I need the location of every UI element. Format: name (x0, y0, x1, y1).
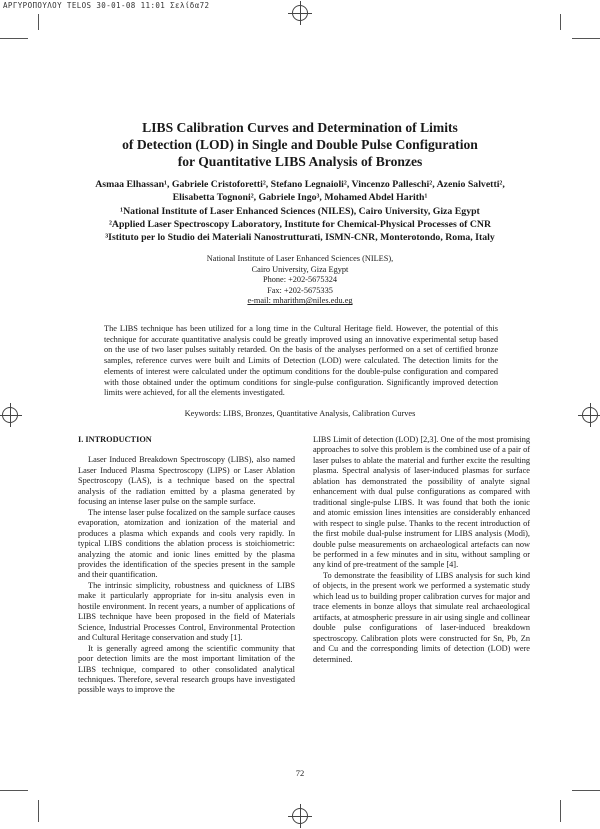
crop-mark (572, 790, 600, 791)
paper-title (60, 119, 540, 170)
title-line: of Detection (LOD) in Single and Double Pulse Configuration (122, 137, 478, 152)
section-heading: I. INTRODUCTION (78, 435, 152, 444)
crop-mark (0, 790, 28, 791)
author-line: Asmaa Elhassan¹, Gabriele Cristoforetti², Stefano Legnaioli², Vincenzo Palleschi², Azenio Salvetti², (95, 179, 505, 190)
body-paragraph: Laser Induced Breakdown Spectroscopy (LIBS), also named Laser Induced Plasma Spectroscopy (LIPS) or Laser Ablation Spectroscopy (LAS), is a technique based on the spectral analysis of the radiation emitted by a plasma generated by focusing an intense laser pulse on the sample surface. (78, 455, 295, 507)
contact-address: Cairo University, Giza Egypt (251, 264, 349, 274)
body-paragraph: It is generally agreed among the scientific community that poor detection limits are the most important limitation of the LIBS technique, compared to other consolidated analytical techniques. Therefore, several research groups have investigated possible ways to improve the (78, 643, 295, 695)
affiliation-line: ³Istituto per lo Studio dei Materiali Nanostrutturati, ISMN-CNR, Monterotondo, Roma, Italy (105, 232, 495, 244)
title-line: for Quantitative LIBS Analysis of Bronzes (177, 154, 423, 169)
crop-mark (572, 38, 600, 39)
crop-mark (560, 14, 561, 30)
crop-mark (38, 14, 39, 30)
page-number: 72 (295, 768, 305, 778)
body-paragraph: LIBS Limit of detection (LOD) [2,3]. One of the most promising approaches to solve this problem is the combined use of a pair of laser pulses to ablate the material and further excite the resulting plasma. Spectral analysis of laser-induced plasmas for surface ablation has demonstrated the possibility of analyte signal enhancement with dual pulse configurations as compared with traditional single-pulse LIBS. It was found that both the ionic and atomic emission lines intensities are considerably enhanced with respect to single pulse. Thanks to the recent introduction of the first mobile dual-pulse instrument for LIBS analysis (Modì), double pulse measurements on archaeological artefacts can now be performed in a few minutes and in situ, without sampling or any kind of pre-treatment of the sample [4]. (313, 435, 530, 570)
contact-block (150, 254, 450, 307)
author-block (60, 178, 540, 244)
contact-fax: Fax: +202-5675335 (267, 285, 333, 295)
keywords: Keywords: LIBS, Bronzes, Quantitative Analysis, Calibration Curves (184, 409, 416, 418)
body-paragraph: To demonstrate the feasibility of LIBS analysis for such kind of objects, in the present work we performed a systematic study which lead us to building proper calibration curves for major and trace elements in bonze alloys that simulate real archaeological artifacts, at atmospheric pressure in air using single and collinear double pulse configurations of laser-induced breakdown spectroscopy. Calibration plots were constructed for Sn, Pb, Zn and Cu and the corresponding limits of detection (LOD) were determined. (313, 570, 530, 664)
contact-phone: Phone: +202-5675324 (262, 275, 338, 285)
registration-mark-bottom (292, 808, 308, 824)
registration-mark-left (2, 407, 18, 423)
contact-institute: National Institute of Laser Enhanced Sciences (NILES), (206, 254, 394, 263)
abstract: The LIBS technique has been utilized for a long time in the Cultural Heritage field. However, the potential of this technique for accurate quantitative analysis could be greatly improved using an innovative experimental setup based on the use of two laser pulses suitably retarded. On the basis of the analyses performed on a set of certified bronze samples, reference curves were built and Limits of Detection (LOD) were calculated. The detection limits for the elements of interest were calculated under the optimum conditions for the double-pulse configuration and compared with those obtained under the optimum conditions for single-pulse configuration. Significantly improved detection limits were achieved, for all the elements investigated. (104, 324, 498, 398)
print-header: ΑΡΓΥΡΟΠΟΥΛΟΥ TELOS 30-01-08 11:01 Σελίδα72 (3, 1, 210, 10)
right-column (313, 435, 530, 665)
registration-mark-right (582, 407, 598, 423)
crop-mark (38, 800, 39, 822)
crop-mark (0, 38, 28, 39)
registration-mark-top (292, 5, 308, 21)
title-line: LIBS Calibration Curves and Determination of Limits (142, 120, 458, 135)
body-paragraph: The intrinsic simplicity, robustness and quickness of LIBS make it particularly appropriate for in-situ analysis even in hostile environment. In recent years, a number of applications of LIBS technique have been proposed in the field of Materials Science, Industrial Processes Control, Environmental Protection and Cultural Heritage conservation and study [1]. (78, 580, 295, 643)
contact-email-link[interactable]: e-mail: mharithm@niles.edu.eg (247, 296, 353, 306)
author-line: Elisabetta Tognoni², Gabriele Ingo³, Mohamed Abdel Harith¹ (172, 192, 428, 204)
left-column (78, 435, 295, 696)
affiliation-line: ²Applied Laser Spectroscopy Laboratory, Institute for Chemical-Physical Processes of CNR (108, 218, 492, 230)
crop-mark (560, 800, 561, 822)
affiliation-line: ¹National Institute of Laser Enhanced Sciences (NILES), Cairo University, Giza Egypt (120, 205, 480, 217)
body-paragraph: The intense laser pulse focalized on the sample surface causes evaporation, atomization and ionization of the material and produces a plasma which expands and cools very rapidly. In typical LIBS conditions the ablation process is stoichiometric: analyzing the atomic and ionic lines emitted by the plasma provides the identification of the species present in the sample and their quantification. (78, 507, 295, 580)
